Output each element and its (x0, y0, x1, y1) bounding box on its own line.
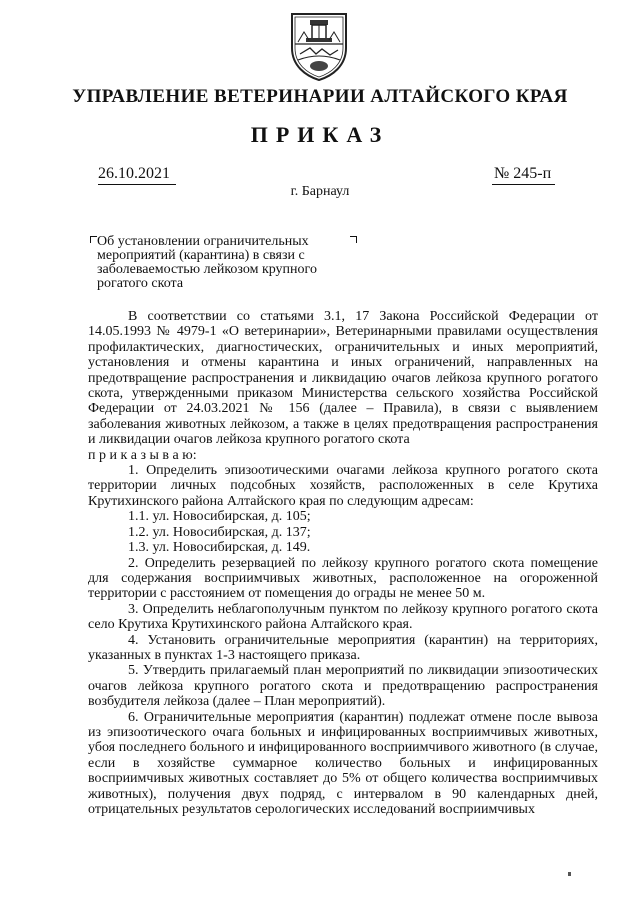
order-number: № 245-п (492, 165, 555, 185)
order-date: 26.10.2021 (98, 165, 176, 185)
order-item-3: 3. Определить неблагополучным пунктом по лейкозу крупного рогатого скота село Крутиха Крутихинского района Алтайского края. (88, 601, 598, 633)
preamble-paragraph: В соответствии со статьями 3.1, 17 Закона Российской Федерации от 14.05.1993 № 4979-1 «О ветеринарии», Ветеринарными правилами осуществления профилактических, диагностических, ограничительных и иных мероприятий, установления и отмены карантина и иных ограничений, направленных на предотвращение распространения и ликвидацию очагов лейкоза крупного рогатого скота, утвержденными приказом Министерства сельского хозяйства Российской Федерации от 24.03.2021 № 156 (далее – Правила), в связи с выявлением заболевания животных лейкозом, а также в целях предотвращения распространения и ликвидации очагов лейкоза крупного рогатого скота (88, 309, 598, 448)
coat-of-arms-icon (286, 10, 352, 82)
subject-bracket-left (90, 236, 97, 243)
order-item-1-3: 1.3. ул. Новосибирская, д. 149. (128, 540, 311, 556)
order-item-1: 1. Определить эпизоотическими очагами лейкоза крупного рогатого скота территории личных подсобных хозяйств, расположенных в селе Крутиха Крутихинского района Алтайского края по следующим адресам: (88, 463, 598, 509)
order-item-5: 5. Утвердить прилагаемый план мероприятий по ликвидации эпизоотических очагов лейкоза крупного рогатого скота и предотвращению распространения возбудителя лейкоза (далее – План мероприятий). (88, 663, 598, 710)
organization-title: УПРАВЛЕНИЕ ВЕТЕРИНАРИИ АЛТАЙСКОГО КРАЯ (72, 86, 568, 107)
page-mark (568, 872, 571, 876)
order-item-2: 2. Определить резервацией по лейкозу крупного рогатого скота помещение для содержания восприимчивых животных, расположенное на огороженной территории с расстоянием от помещения до ограды не менее 50 м. (88, 555, 598, 602)
order-subject: Об установлении ограничительных мероприятий (карантина) в связи с заболеваемостью лейкозом крупного рогатого скота (97, 234, 317, 291)
order-word: п р и к а з ы в а ю: (88, 447, 197, 463)
issue-city: г. Барнаул (290, 184, 350, 199)
order-item-1-1: 1.1. ул. Новосибирская, д. 105; (128, 509, 311, 525)
order-item-4: 4. Установить ограничительные мероприятия (карантин) на территориях, указанных в пунктах 1-3 настоящего приказа. (88, 632, 598, 663)
document-type: ПРИКАЗ (250, 122, 390, 147)
order-item-1-2: 1.2. ул. Новосибирская, д. 137; (128, 524, 311, 540)
order-body (88, 309, 598, 817)
order-item-6: 6. Ограничительные мероприятия (карантин) подлежат отмене после вывоза из эпизоотического очага больных и инфицированных восприимчивых животных, убоя последнего больного и инфицированного восприимчивого животного (в случае, если в хозяйстве суммарное количество больных и инфицированных восприимчивых животных составляет до 5% от общего количества восприимчивых животных), получения двух подряд, с интервалом в 90 календарных дней, отрицательных результатов серологических исследований восприимчивых (88, 709, 598, 817)
